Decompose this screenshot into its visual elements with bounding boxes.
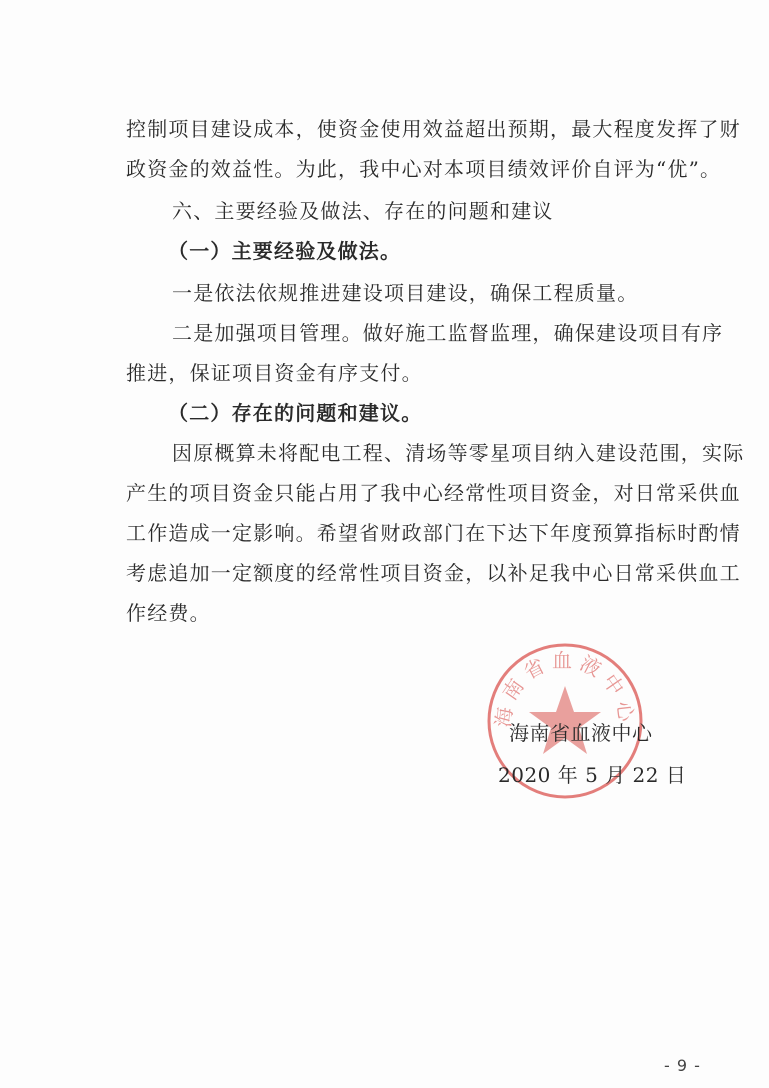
paragraph-line: 产生的项目资金只能占用了我中心经常性项目资金，对日常采供血 [126,481,741,505]
paragraph-line: 二是加强项目管理。做好施工监督监理，确保建设项目有序 [172,321,724,345]
svg-text:海南省血液中心: 海南省血液中心 [490,648,640,729]
signature-date: 2020 年 5 月 22 日 [498,763,687,787]
paragraph-line: 一是依法依规推进建设项目建设，确保工程质量。 [172,281,639,305]
signature-organization: 海南省血液中心 [509,721,653,745]
paragraph-line: 考虑追加一定额度的经常性项目资金，以补足我中心日常采供血工 [126,561,741,585]
paragraph-line: 控制项目建设成本，使资金使用效益超出预期，最大程度发挥了财 [126,117,741,141]
paragraph-line: 作经费。 [126,601,211,625]
paragraph-line: 工作造成一定影响。希望省财政部门在下达下年度预算指标时酌情 [126,521,741,545]
paragraph-line: 因原概算未将配电工程、清场等零星项目纳入建设范围，实际 [172,441,745,465]
paragraph-line: 推进，保证项目资金有序支付。 [126,361,423,385]
subsection-heading-1: （一）主要经验及做法。 [168,239,402,263]
section-heading: 六、主要经验及做法、存在的问题和建议 [172,199,554,223]
subsection-heading-2: （二）存在的问题和建议。 [168,401,423,425]
paragraph-line: 政资金的效益性。为此，我中心对本项目绩效评价自评为“优”。 [126,157,722,181]
page-number: - 9 - [664,1056,701,1075]
